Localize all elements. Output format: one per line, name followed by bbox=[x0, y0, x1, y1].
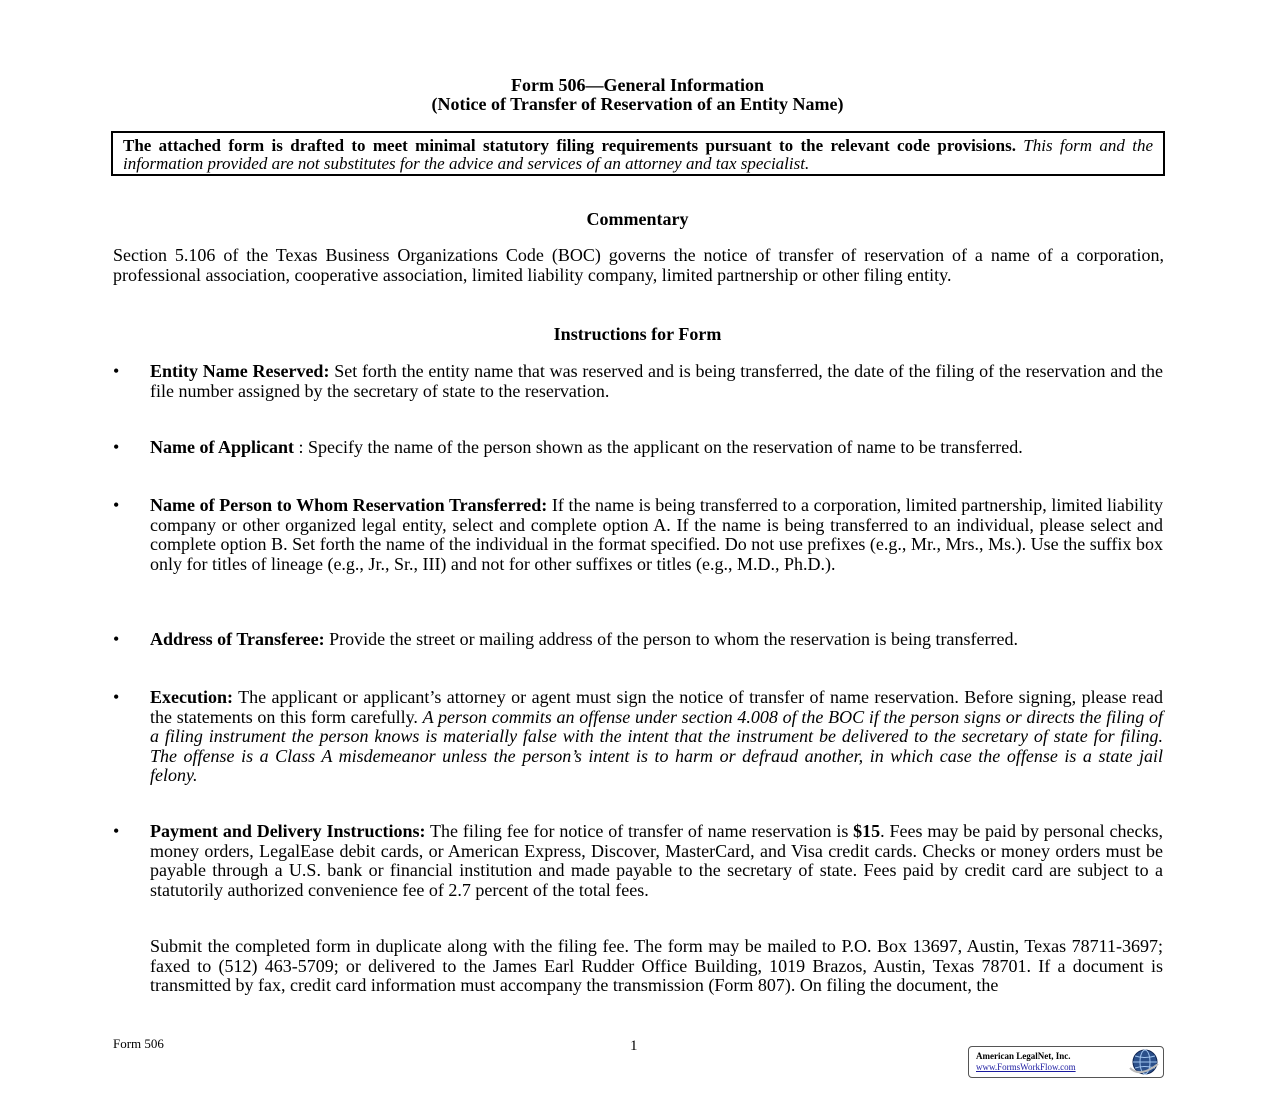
instruction-warning-text: A person commits an offense under section 4.008 of the BOC if the person signs or directs the filing of a filing instrument the person knows is materially false with the intent that the instrument be delivered to the secretary of state for filing. The offense is a Class A misdemeanor unless the person’s intent is to harm or defraud another, in which case the offense is a state jail felony. bbox=[150, 706, 1163, 785]
logo-website-link[interactable]: www.FormsWorkFlow.com bbox=[976, 1062, 1076, 1072]
bullet-icon: • bbox=[113, 687, 120, 707]
instruction-label: Name of Applicant bbox=[150, 437, 294, 457]
instruction-text: The applicant or applicant’s attorney or agent must sign the notice of transfer of name reservation. Before signing, please read the statements on this form carefully. bbox=[150, 687, 1163, 727]
submission-text: Submit the completed form in duplicate along with the filing fee. The form may be mailed to P.O. Box 13697, Austin, Texas 78711-3697; faxed to (512) 463-5709; or delivered to the James Earl Rudder Office Building, 1019 Brazos, Austin, Texas 78701. If a document is transmitted by fax, credit card information must accompany the transmission (Form 807). On filing the document, the bbox=[150, 936, 1163, 995]
instruction-text: Provide the street or mailing address of the person to whom the reservation is being transferred. bbox=[324, 629, 1018, 649]
form-subtitle: (Notice of Transfer of Reservation of an Entity Name) bbox=[431, 94, 844, 114]
instruction-label: Payment and Delivery Instructions: bbox=[150, 821, 426, 841]
instruction-text: If the name is being transferred to a corporation, limited partnership, limited liability company or other organized legal entity, select and complete option A. If the name is being transferred to an individual, please select and complete option B. Set forth the name of the individual in the format specified. Do not use prefixes (e.g., Mr., Mrs., Ms.). Use the suffix box only for titles of lineage (e.g., Jr., Sr., III) and not for other suffixes or titles (e.g., M.D., Ph.D.). bbox=[150, 495, 1163, 574]
bullet-icon: • bbox=[113, 361, 120, 381]
logo-company-name: American LegalNet, Inc. bbox=[976, 1051, 1071, 1061]
bullet-icon: • bbox=[113, 629, 120, 649]
instruction-item-applicant bbox=[113, 438, 1164, 458]
form-title: Form 506—General Information bbox=[511, 75, 764, 95]
instruction-text: Set forth the entity name that was reserved and is being transferred, the date of the filing of the reservation and the file number assigned by the secretary of state to the reservation. bbox=[150, 361, 1163, 401]
bullet-icon: • bbox=[113, 821, 120, 841]
submission-paragraph bbox=[113, 937, 1164, 996]
instruction-label: Entity Name Reserved: bbox=[150, 361, 330, 381]
instructions-heading: Instructions for Form bbox=[553, 324, 722, 344]
page-number: 1 bbox=[630, 1038, 638, 1054]
disclaimer-italic-text: This form and the information provided are not substitutes for the advice and services of an attorney and tax specialist. bbox=[123, 136, 1153, 173]
instruction-label: Name of Person to Whom Reservation Transferred: bbox=[150, 495, 548, 515]
american-legalnet-logo[interactable] bbox=[968, 1046, 1164, 1078]
instruction-item-execution bbox=[113, 688, 1164, 786]
instruction-text-continued: . Fees may be paid by personal checks, money orders, LegalEase debit cards, or American Express, Discover, MasterCard, and Visa credit cards. Checks or money orders must be payable through a U.S. bank or financial institution and made payable to the secretary of state. Fees paid by credit card are subject to a statutorily authorized convenience fee of 2.7 percent of the total fees. bbox=[150, 821, 1163, 900]
disclaimer-notice-box bbox=[111, 131, 1165, 176]
disclaimer-bold-text: The attached form is drafted to meet minimal statutory filing requirements pursuant to the relevant code provisions. bbox=[123, 136, 1016, 155]
instruction-item-transferee-name bbox=[113, 496, 1164, 574]
instruction-label: Address of Transferee: bbox=[150, 629, 325, 649]
footer-form-label: Form 506 bbox=[113, 1036, 164, 1051]
instruction-text: : Specify the name of the person shown as the applicant on the reservation of name to be transferred. bbox=[294, 437, 1023, 457]
commentary-heading: Commentary bbox=[586, 209, 689, 229]
instruction-text: The filing fee for notice of transfer of name reservation is bbox=[425, 821, 854, 841]
commentary-paragraph: Section 5.106 of the Texas Business Organizations Code (BOC) governs the notice of transfer of reservation of a name of a corporation, professional association, cooperative association, limited liability company, limited partnership or other filing entity. bbox=[113, 245, 1164, 285]
bullet-icon: • bbox=[113, 495, 120, 515]
instruction-item-payment bbox=[113, 822, 1164, 900]
globe-icon bbox=[1128, 1048, 1160, 1076]
filing-fee-amount: $15 bbox=[853, 821, 881, 841]
instruction-label: Execution: bbox=[150, 687, 233, 707]
bullet-icon: • bbox=[113, 437, 120, 457]
instruction-item-address bbox=[113, 630, 1164, 650]
instruction-item-entity-name bbox=[113, 362, 1164, 401]
